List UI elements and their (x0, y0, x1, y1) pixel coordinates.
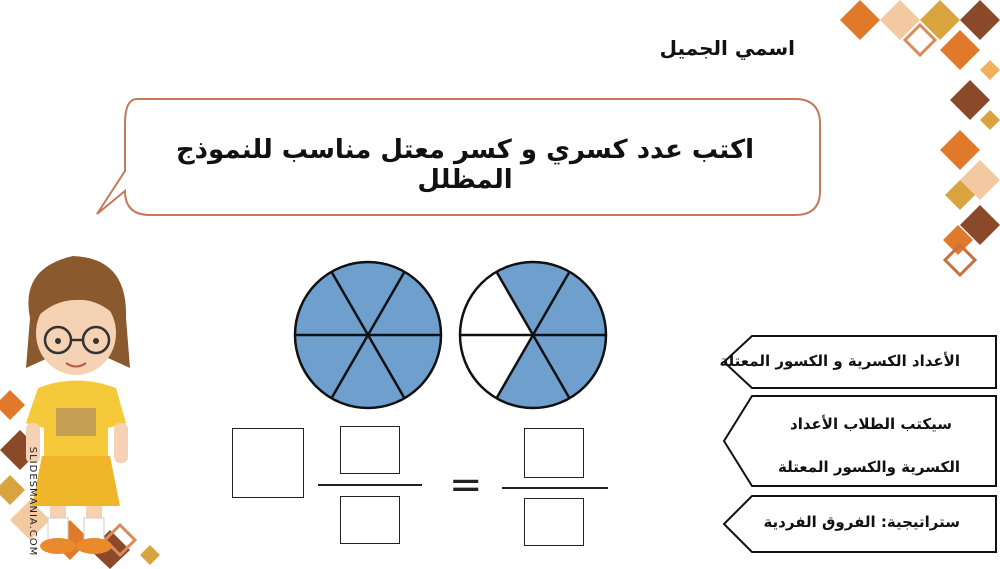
equals-sign: = (449, 462, 483, 508)
mixed-numerator-answer-box[interactable] (340, 426, 400, 474)
mixed-denominator-answer-box[interactable] (340, 496, 400, 544)
improper-denominator-answer-box[interactable] (524, 498, 584, 546)
objective-tag-line2: الكسرية والكسور المعتلة (777, 458, 960, 476)
name-label: اسمي الجميل (659, 36, 795, 60)
corner-decoration-top-right (840, 0, 1000, 290)
fraction-circle-partial (455, 258, 615, 418)
watermark-text: SLIDESMANIA.COM (27, 446, 39, 557)
strategy-tag-text: ستراتيجية: الفروق الفردية (763, 513, 960, 531)
instruction-text: اكتب عدد كسري و كسر معتل مناسب للنموذج المظلل (175, 135, 755, 195)
improper-numerator-answer-box[interactable] (524, 428, 584, 478)
whole-number-answer-box[interactable] (232, 428, 304, 498)
mixed-fraction-bar (318, 484, 422, 486)
fraction-circle-whole (290, 258, 450, 418)
topic-tag-text: الأعداد الكسرية و الكسور المعتلة (719, 352, 960, 370)
improper-fraction-bar (502, 487, 608, 489)
objective-tag-line1: سيكتب الطلاب الأعداد (790, 415, 952, 433)
